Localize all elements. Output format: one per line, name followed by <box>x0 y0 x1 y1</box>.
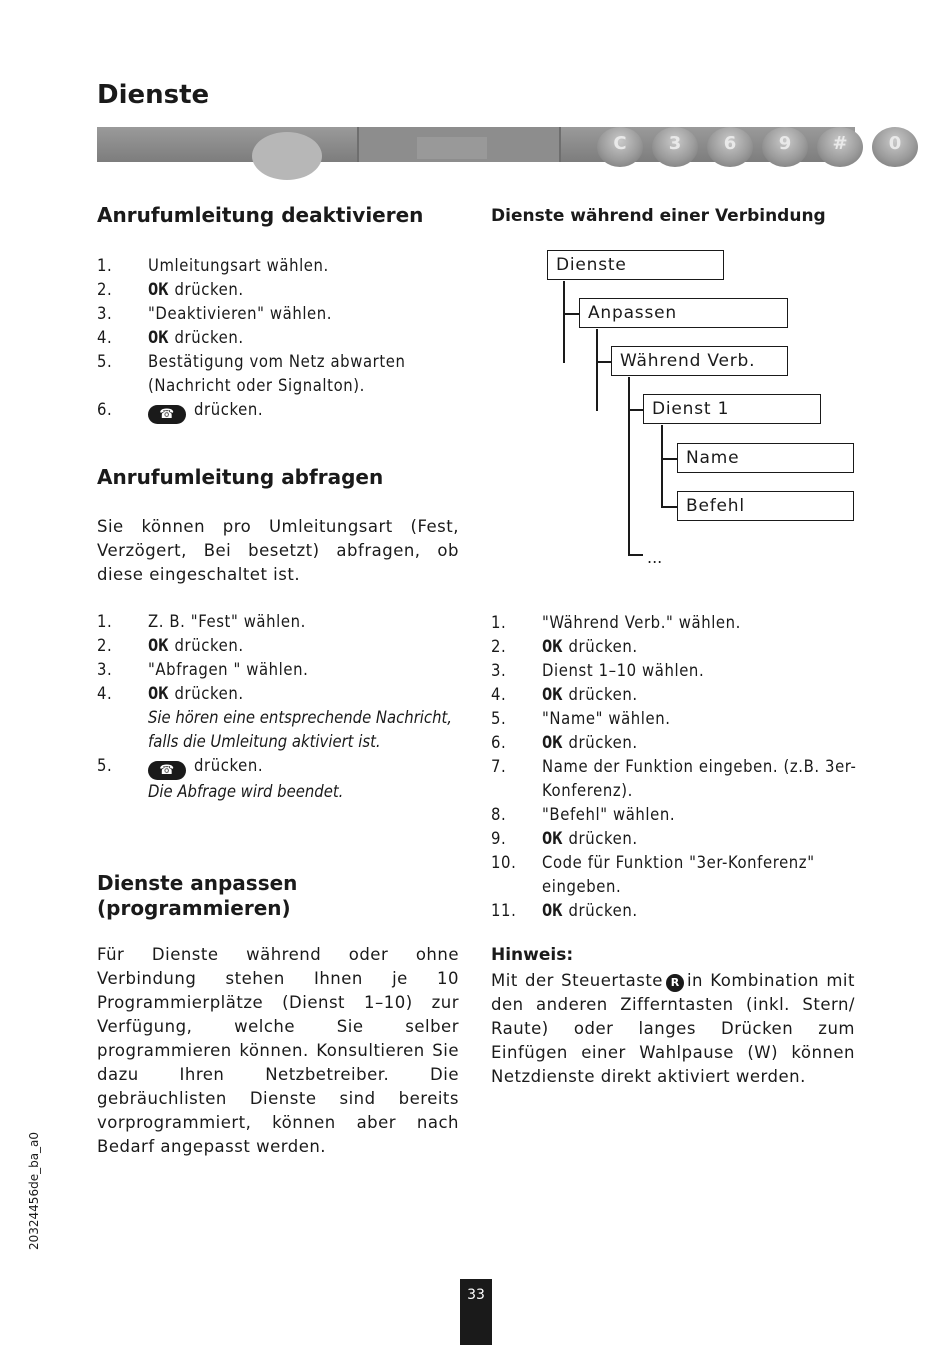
tree-connector <box>628 377 630 555</box>
ok-key-icon: OK <box>542 685 563 705</box>
tree-connector <box>661 425 663 507</box>
list-item: 9. OK drücken. <box>491 829 638 849</box>
list-item: 4. OK drücken. Sie hören eine entsprechende Nachricht, falls die Umleitung aktiviert ist. <box>97 682 467 754</box>
step-note: Die Abfrage wird beendet. <box>148 782 344 801</box>
banner-key-0: 0 <box>872 127 918 167</box>
heading-customize-services: Dienste anpassen (programmieren) <box>97 871 298 920</box>
heading-services-during-call: Dienste während einer Verbindung <box>491 206 826 226</box>
ok-key-icon: OK <box>148 636 169 656</box>
list-item: 4. OK drücken. <box>491 685 638 705</box>
banner-navigation-knob <box>252 132 322 180</box>
tree-connector <box>596 361 611 363</box>
query-steps-list <box>97 610 467 804</box>
menu-item-befehl: Befehl <box>677 491 854 521</box>
banner-display <box>357 127 561 162</box>
tree-connector <box>596 329 598 411</box>
banner-key-hash: # <box>817 127 863 167</box>
list-item: 5. Bestätigung vom Netz abwarten (Nachricht oder Signalton). <box>97 352 406 395</box>
list-item: 8. "Befehl" wählen. <box>491 805 676 824</box>
list-item: 2. OK drücken. <box>97 636 244 656</box>
ok-key-icon: OK <box>148 684 169 704</box>
menu-item-dienste: Dienste <box>547 250 724 280</box>
phone-handset-icon: ☎ <box>148 761 186 780</box>
deactivate-steps-list <box>97 254 467 424</box>
ok-key-icon: OK <box>148 280 169 300</box>
note-paragraph: Mit der Steuertaste R in Kombination mit den anderen Zifferntasten (inkl. Stern/ Raute) oder langes Drücken zum Einfügen einer Wahlpause (W) können Netzdienste direkt aktiviert werden. <box>491 971 855 1086</box>
list-item: 5. ☎ drücken. Die Abfrage wird beendet. <box>97 754 467 804</box>
page-number: 33 <box>460 1279 492 1345</box>
banner-key-c: C <box>597 127 643 167</box>
step-note: Sie hören eine entsprechende Nachricht, falls die Umleitung aktiviert ist. <box>148 708 453 751</box>
banner-key-3: 3 <box>652 127 698 167</box>
r-key-icon: R <box>666 974 684 992</box>
list-item: 1. Umleitungsart wählen. <box>97 256 329 275</box>
customize-body-paragraph: Für Dienste während oder ohne Verbindung stehen Ihnen je 10 Programmierplätze (Dienst 1–10) zur Verfügung, welche Sie selber programmieren können. Konsultieren Sie dazu Ihren Netzbetreiber. Die gebräuchlisten Dienste sind bereits vorprogrammiert, können aber nach Bedarf angepasst werden. <box>97 945 459 1156</box>
menu-item-anpassen: Anpassen <box>579 298 788 328</box>
tree-connector <box>563 281 565 363</box>
banner-key-6: 6 <box>707 127 753 167</box>
list-item: 10. Code für Funktion "3er-Konferenz" eingeben. <box>491 853 815 896</box>
list-item: 6. OK drücken. <box>491 733 638 753</box>
list-item: 3. "Deaktivieren" wählen. <box>97 304 333 323</box>
list-item: 2. OK drücken. <box>491 637 638 657</box>
ok-key-icon: OK <box>148 328 169 348</box>
phone-keypad-banner-image <box>97 127 902 162</box>
ok-key-icon: OK <box>542 637 563 657</box>
query-intro-paragraph: Sie können pro Umleitungsart (Fest, Verzögert, Bei besetzt) abfragen, ob diese eingeschaltet ist. <box>97 517 459 584</box>
list-item: 1. Z. B. "Fest" wählen. <box>97 612 306 631</box>
heading-deactivate-forwarding: Anrufumleitung deaktivieren <box>97 203 424 227</box>
banner-key-9: 9 <box>762 127 808 167</box>
list-item: 6. ☎ drücken. <box>97 400 264 422</box>
tree-connector <box>628 554 643 556</box>
tree-connector <box>563 313 579 315</box>
list-item: 4. OK drücken. <box>97 328 244 348</box>
list-item: 3. "Abfragen " wählen. <box>97 660 309 679</box>
ok-key-icon: OK <box>542 829 563 849</box>
list-item: 7. Name der Funktion eingeben. (z.B. 3er-Konferenz). <box>491 757 857 800</box>
list-item: 11. OK drücken. <box>491 901 638 921</box>
ok-key-icon: OK <box>542 733 563 753</box>
note-heading: Hinweis: <box>491 945 574 965</box>
tree-connector <box>661 506 677 508</box>
menu-item-dienst-1: Dienst 1 <box>643 394 821 424</box>
document-code: 20324456de_ba_a0 <box>27 1131 41 1250</box>
ok-key-icon: OK <box>542 901 563 921</box>
menu-item-waehrend-verb: Während Verb. <box>611 346 788 376</box>
phone-handset-icon: ☎ <box>148 405 186 424</box>
list-item: 5. "Name" wählen. <box>491 709 671 728</box>
menu-more-ellipsis: ... <box>647 548 663 567</box>
tree-connector <box>628 409 643 411</box>
list-item: 1. "Während Verb." wählen. <box>491 613 741 632</box>
heading-query-forwarding: Anrufumleitung abfragen <box>97 465 384 489</box>
list-item: 2. OK drücken. <box>97 280 244 300</box>
during-call-steps-list <box>491 611 861 923</box>
page-title: Dienste <box>97 80 210 110</box>
list-item: 3. Dienst 1–10 wählen. <box>491 661 705 680</box>
menu-item-name: Name <box>677 443 854 473</box>
tree-connector <box>661 458 677 460</box>
